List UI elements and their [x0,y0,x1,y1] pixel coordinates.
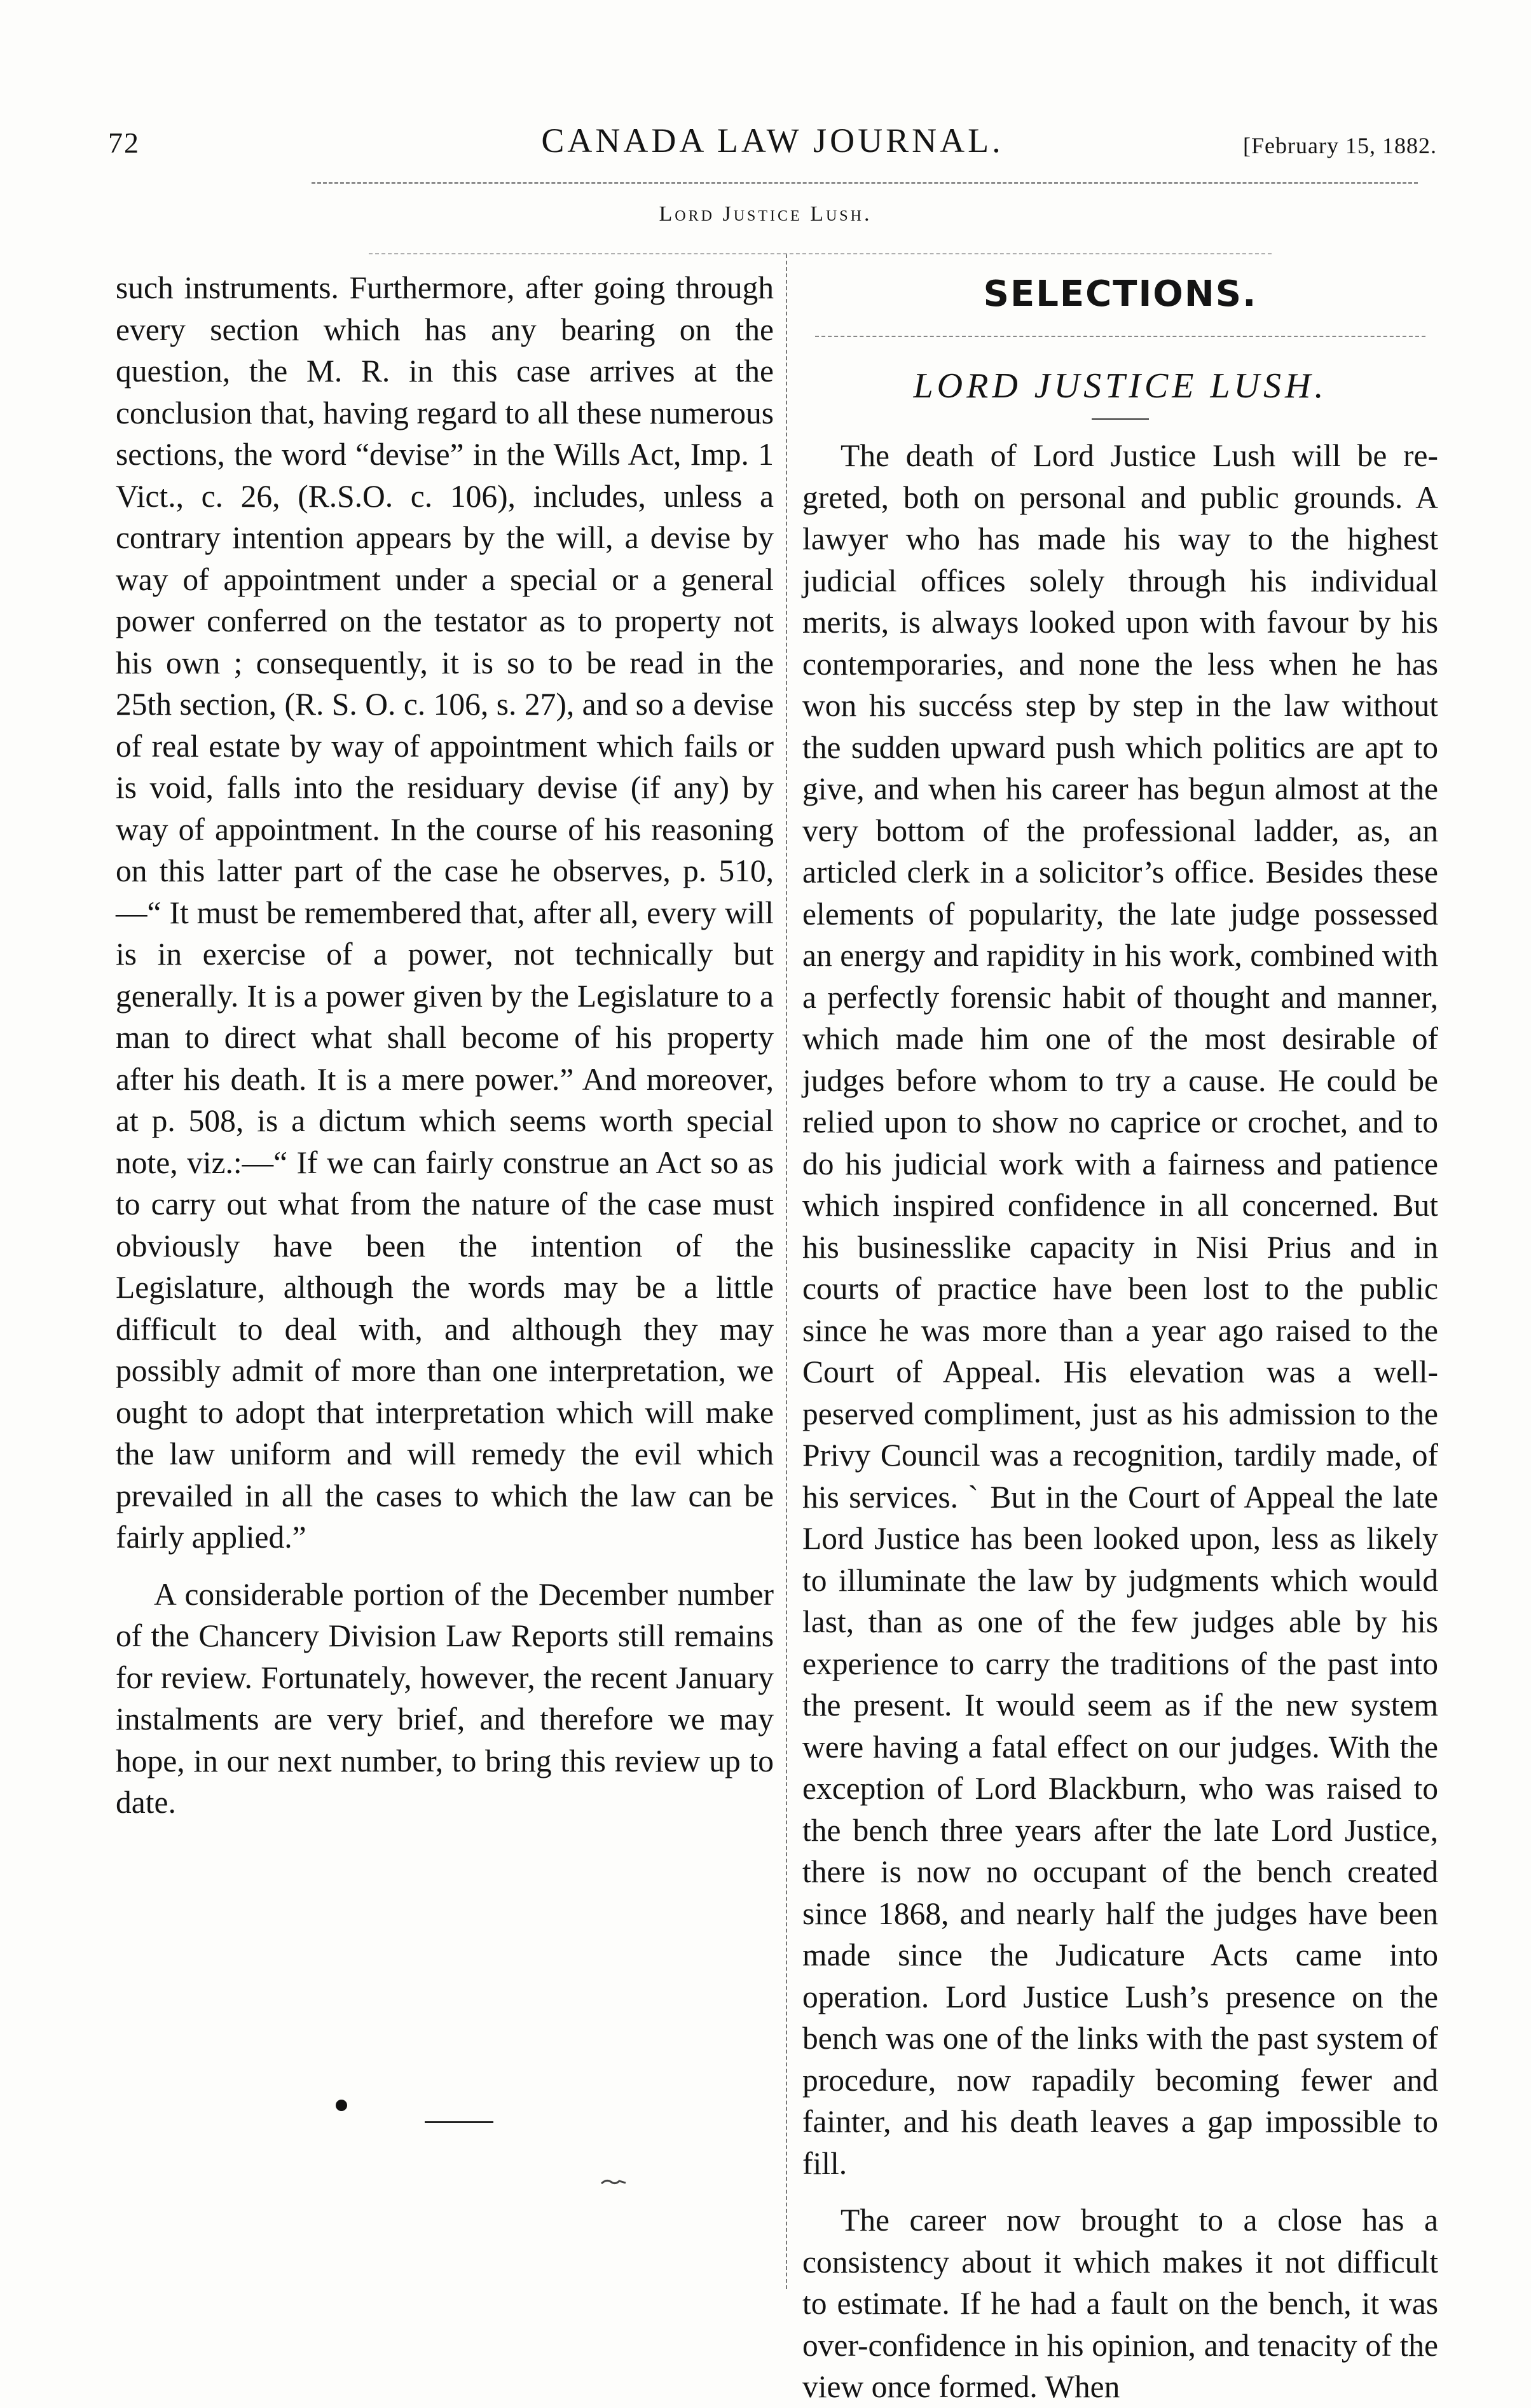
journal-title: CANADA LAW JOURNAL. [541,121,1004,160]
running-head-rule [369,253,1272,254]
left-paragraph-2: A considerable portion of the December number of the Chancery Division Law Reports still remains for review. Fortunately, however, the recent January instalments are very brief, and therefore we may hope, in our next number, to bring this review up to date. [116,1576,774,1820]
left-paragraph-1: such instruments. Furthermore, after going through every section which has any bearing on the question, the M. R. in this case arrives at the conclusion that, having regard to all these numerous sections, the word “devise” in the Wills Act, Imp. 1 Vict., c. 26, (R.S.O. c. 106), includes, unless a contrary intention appears by the will, a devise by way of appointment under a special or a general power conferred on the testator as to property not his own ; consequently, it is so to be read in the 25th section, (R. S. O. c. 106, s. 27), and so a devise of real estate by way of appointment which fails or is void, falls into the residuary devise (if any) by way of appointment. In the course of his reasoning on this latter part of the case he observes, p. 510,—“ It must be remembered that, after all, every will is in exercise of a power, not technically but generally. It is a power given by the Legislature to a man to direct what shall become of his property after his death. It is a mere power.” And moreover, at p. 508, is a dictum which seems worth special note, viz.:—“ If we can fairly construe an Act so as to carry out what from the nature of the case must obviously have been the intention of the Legislature, although the words may be a little difficult to deal with, and although they may possibly admit of more than one interpretation, we ought to adopt that interpretation which will make the law uniform and will remedy the evil which prevailed in all the cases to which the law can be fairly applied.” [116,270,774,1555]
section-title: SELECTIONS. [983,273,1258,315]
ornament-dot [336,2100,347,2111]
column-divider [786,254,787,2289]
title-rule [1092,418,1149,420]
page-number: 72 [108,127,140,159]
article-title: LORD JUSTICE LUSH. [913,366,1328,406]
ornament-rule [425,2121,493,2123]
right-paragraph-1: The death of Lord Justice Lush will be regreted, both on personal and public grounds. A lawyer who has made his way to the highest judicial offices solely through his individual merits, is always looked upon with favour by his contemporaries, and none the less when he has won his succéss step by step in the law without the sudden upward push which politics are apt to give, and when his career has begun almost at the very bottom of the professional ladder, as, an articled clerk in a solicitor’s office. Besides these elements of popularity, the late judge possessed an energy and rapidity in his work, combined with a perfectly forensic habit of thought and manner, which made him one of the most desirable of judges before whom to try a cause. He could be relied upon to show no caprice or crochet, and to do his judicial work with a fairness and patience which inspired confidence in all concerned. But his businesslike capacity in Nisi Prius and in courts of practice have been lost to the public since he was more than a year ago raised to the Court of Appeal. His elevation was a well-peserved compliment, just as his admission to the Privy Council was a recognition, tardily made, of his services. ˋ But in the Court of Appeal the late Lord Justice has been looked upon, less as likely to illuminate the law by judgments which would last, than as one of the few judges able by his experience to carry the traditions of the past into the present. It would seem as if the new system were having a fatal effect on our judges. With the exception of Lord Blackburn, who was raised to the bench three years after the late Lord Justice, there is now no occupant of the bench created since 1868, and nearly half the judges have been made since the Judicature Acts came into operation. Lord Justice Lush’s presence on the bench was one of the links with the past system of procedure, now rapadily becoming fewer and fainter, and his death leaves a gap impossible to fill. [802,438,1438,2181]
issue-date: [February 15, 1882. [1243,133,1437,158]
right-paragraph-2: The career now brought to a close has a consistency about it which makes it not difficult to estimate. If he had a fault on the bench, it was over-confidence in his opinion, and tenacity of the view once formed. When [802,2203,1438,2404]
section-rule [815,336,1425,337]
header-rule [312,182,1418,184]
left-column [116,267,774,1824]
right-column [802,267,1438,2408]
ornament-mark [600,2177,628,2186]
running-head: Lord Justice Lush. [659,202,872,226]
page-header [108,121,1437,172]
